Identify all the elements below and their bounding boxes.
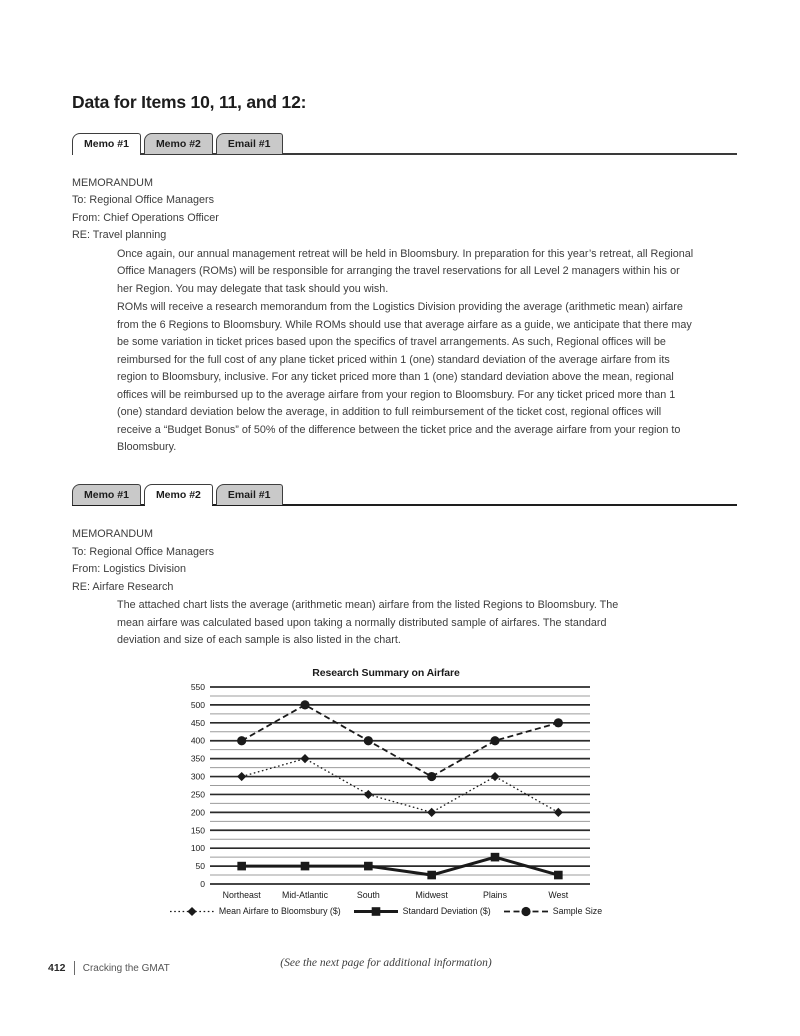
- svg-text:400: 400: [190, 735, 205, 746]
- svg-text:350: 350: [190, 753, 205, 764]
- legend-item: [170, 906, 341, 917]
- legend-label: Standard Deviation ($): [402, 906, 491, 916]
- tabset-2: [72, 484, 737, 507]
- memo-paragraph: ROMs will receive a research memorandum from the Logistics Division providing the average (arithmetic mean) airfare from the 6 Regions to Bloomsbury. While ROMs should use that average airfare as a guide, we anticipate that there may be some variation in ticket prices based upon the specifics of travel arrangements. As such, Regional offices will be reimbursed for the full cost of any plane ticket priced within 1 (one) standard deviation of the average airfare from its region to Bloomsbury, inclusive. For any ticket priced more than 1 (one) standard deviation above the mean, regional offices will be reimbursed up to the average airfare from your region to Bloomsbury. For any ticket priced more than 1 (one) standard deviation below the average, in addition to full reimbursement of the ticket cost, regional offices will receive a “Budget Bonus” of 50% of the difference between the ticket price and the average airfare from your region to Bloomsbury.: [117, 301, 692, 453]
- legend-item: [354, 906, 491, 917]
- chart-title: Research Summary on Airfare: [312, 666, 460, 679]
- tabs-row: [72, 133, 737, 154]
- airfare-chart: [180, 666, 603, 917]
- square-line-swatch: [354, 906, 398, 917]
- memo-from-line: From: Logistics Division: [72, 563, 186, 575]
- circle-line-swatch: [504, 906, 548, 917]
- svg-text:0: 0: [200, 878, 205, 889]
- memo-from-line: From: Chief Operations Officer: [72, 211, 219, 224]
- svg-text:150: 150: [190, 824, 205, 835]
- svg-text:Midwest: Midwest: [415, 889, 448, 900]
- tab-memo-2[interactable]: Memo #2: [144, 133, 213, 154]
- memo-2: [72, 526, 737, 650]
- tab-memo-1[interactable]: Memo #1: [72, 133, 141, 154]
- svg-text:550: 550: [190, 681, 205, 692]
- memo-re-line: RE: Airfare Research: [72, 580, 174, 593]
- tab-email-1[interactable]: Email #1: [216, 484, 283, 505]
- tab-memo-1[interactable]: Memo #1: [72, 484, 141, 505]
- memo-paragraph: The attached chart lists the average (arithmetic mean) airfare from the listed Regions to Bloomsbury. The mean airfare was calculated based upon taking a normally distributed sample of airfares. The standard deviation and size of each sample is also listed in the chart.: [117, 599, 619, 646]
- book-title: Cracking the GMAT: [82, 962, 170, 974]
- svg-text:Northeast: Northeast: [222, 889, 261, 900]
- svg-text:450: 450: [190, 717, 205, 728]
- legend-label: Mean Airfare to Bloomsbury ($): [218, 906, 341, 916]
- memo-heading: MEMORANDUM: [72, 528, 153, 540]
- page-footer: [48, 961, 170, 975]
- chart-legend: [180, 906, 603, 917]
- page-number: 412: [48, 962, 66, 974]
- legend-label: Sample Size: [552, 906, 603, 916]
- footer-divider: [74, 961, 75, 975]
- svg-text:200: 200: [190, 806, 205, 817]
- svg-text:South: South: [356, 889, 380, 900]
- tabset-1: [72, 133, 737, 155]
- svg-text:500: 500: [190, 699, 205, 710]
- memo-to-line: To: Regional Office Managers: [72, 545, 215, 558]
- memo-1: [72, 175, 737, 457]
- svg-text:Mid-Atlantic: Mid-Atlantic: [282, 889, 328, 900]
- svg-text:Plains: Plains: [483, 889, 507, 900]
- next-page-note: (See the next page for additional information): [280, 956, 492, 969]
- tabs-row: [72, 484, 737, 505]
- chart-plot-area: [180, 680, 592, 904]
- page-title: Data for Items 10, 11, and 12:: [72, 92, 307, 112]
- svg-text:50: 50: [195, 860, 205, 871]
- svg-text:West: West: [548, 889, 569, 900]
- legend-item: [504, 906, 602, 917]
- tab-email-1[interactable]: Email #1: [216, 133, 283, 154]
- svg-text:100: 100: [190, 842, 205, 853]
- memo-paragraph: Once again, our annual management retreat will be held in Bloomsbury. In preparation for this year’s retreat, all Regional Office Managers (ROMs) will be responsible for arranging the travel reservations for all Level 2 managers within his or her Region. You may delegate that task should you wish.: [117, 247, 694, 295]
- memo-to-line: To: Regional Office Managers: [72, 194, 215, 206]
- svg-text:300: 300: [190, 771, 205, 782]
- memo-re-line: RE: Travel planning: [72, 229, 167, 241]
- memo-heading: MEMORANDUM: [72, 176, 153, 189]
- diamond-line-swatch: [170, 906, 214, 917]
- svg-text:250: 250: [190, 788, 205, 799]
- tab-memo-2[interactable]: Memo #2: [144, 484, 213, 505]
